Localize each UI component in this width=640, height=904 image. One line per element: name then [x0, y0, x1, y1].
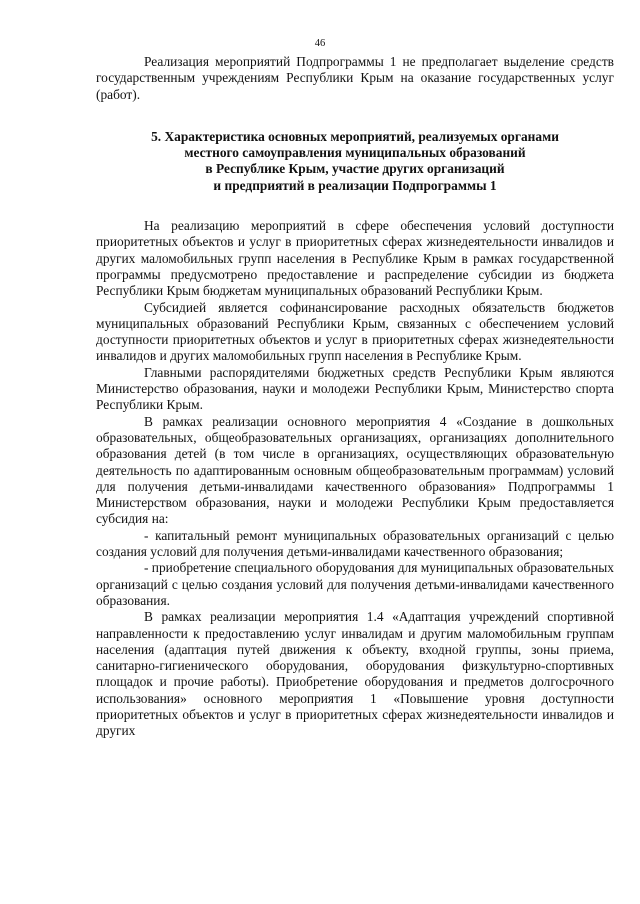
section-title-line: в Республике Крым, участие других организаций: [205, 161, 505, 177]
body-paragraph: Субсидией является софинансирование расходных обязательств бюджетов муниципальных образований Республики Крым, связанных с обеспечением условий доступности приоритетных объектов и услуг в приоритетных сферах жизнедеятельности инвалидов и других маломобильных групп населения в Республике Крым.: [96, 299, 614, 364]
section-title: [96, 129, 614, 194]
section-title-line: местного самоуправления муниципальных образований: [184, 145, 526, 161]
list-item-paragraph: - приобретение специального оборудования для муниципальных образовательных организаций с целью создания условий для получения детьми-инвалидами качественного образования.: [96, 560, 615, 608]
body-paragraph: В рамках реализации основного мероприятия 4 «Создание в дошкольных образовательных, общеобразовательных организациях, организациях дополнительного образования детей (в том числе в организациях, осуществляющих образовательную деятельность по адаптированным основным общеобразовательным программам) условий для получения детьми-инвалидами качественного образования» Подпрограммы 1 Министерством образования, науки и молодежи Республики Крым предоставляется субсидия на:: [96, 413, 614, 527]
body-paragraph: В рамках реализации мероприятия 1.4 «Адаптация учреждений спортивной направленности к предоставлению услуг инвалидам и другим маломобильным группам населения (адаптация путей движения к объекту, входной группы, зоны приема, санитарно-гигиенического оборудования, оборудования физкультурно-спортивных площадок и прочие работы). Приобретение оборудования и предметов долгосрочного использования» основного мероприятия 1 «Повышение уровня доступности приоритетных объектов и услуг в приоритетных сферах жизнедеятельности инвалидов и других: [96, 609, 614, 739]
list-item-paragraph: - капитальный ремонт муниципальных образовательных организаций с целью создания условий для получения детьми-инвалидами качественного образования;: [96, 527, 614, 560]
page-number: 46: [314, 38, 326, 49]
body-paragraph: Главными распорядителями бюджетных средств Республики Крым являются Министерство образования, науки и молодежи Республики Крым, Министерство спорта Республики Крым.: [96, 364, 614, 413]
page-content: [96, 54, 614, 740]
section-title-line: 5. Характеристика основных мероприятий, реализуемых органами: [151, 128, 559, 144]
section-title-line: и предприятий в реализации Подпрограммы 1: [213, 177, 497, 193]
body-paragraph: На реализацию мероприятий в сфере обеспечения условий доступности приоритетных объектов и услуг в приоритетных сферах жизнедеятельности инвалидов и других маломобильных групп населения в Республике Крым в рамках государственной программы предусмотрено предоставление и распределение субсидии из бюджета Республики Крым бюджетам муниципальных образований Республики Крым.: [96, 218, 614, 299]
intro-paragraph: Реализация мероприятий Подпрограммы 1 не предполагает выделение средств государственным учреждениям Республики Крым на оказание государственных услуг (работ).: [96, 54, 614, 102]
